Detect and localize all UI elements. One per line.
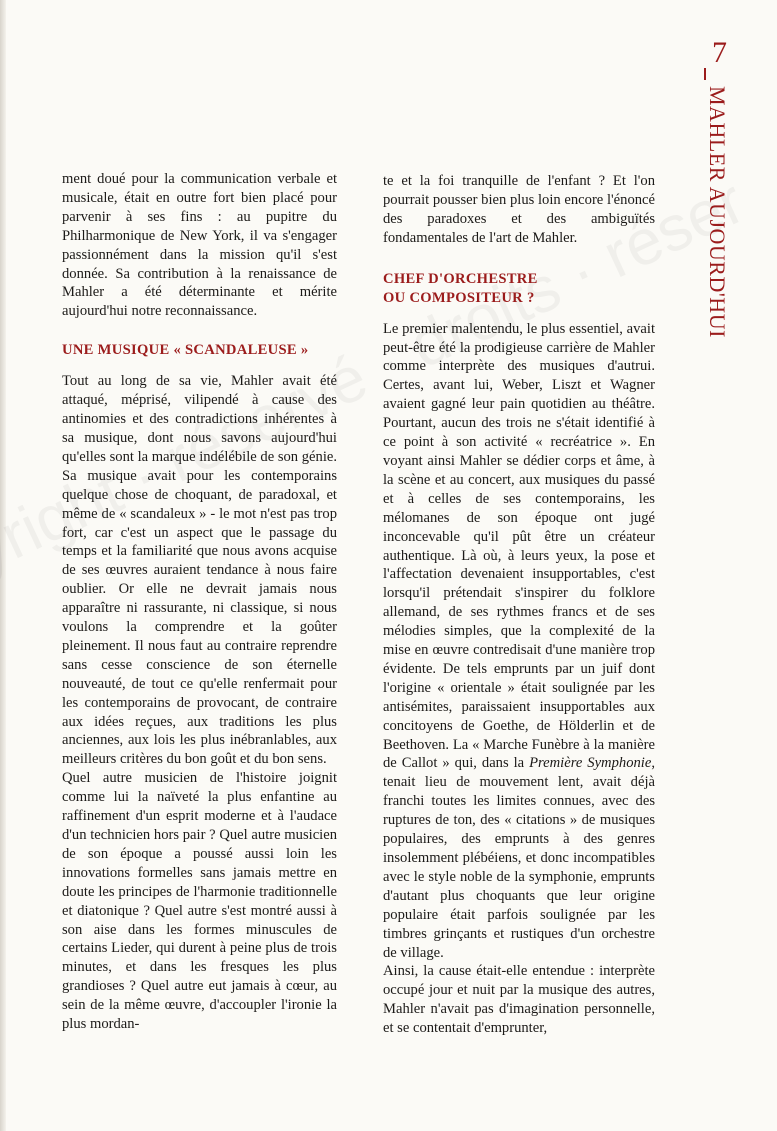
- right-paragraph-2-end: , tenait lieu de mouvement lent, avait déjà franchi toutes les limites connues, avec des ruptures de ton, des « citations » de musiques populaires, des emprunts à des genres insolemment plébéiens, et donc incompatibles avec le style noble de la symphonie, emprunts d'autant plus choquants que leur origine populaire était parfois soulignée par les timbres grinçants et rustiques d'un orchestre de village.: [383, 755, 655, 961]
- right-paragraph-3: Ainsi, la cause était-elle entendue : interprète occupé jour et nuit par la musique des autres, Mahler n'avait pas d'imagination personnelle, et se contentait d'emprunter,: [383, 963, 655, 1037]
- work-title-premiere-symphonie: Première Symphonie: [529, 755, 652, 772]
- section-heading-chef-line-1: CHEF D'ORCHESTRE: [383, 270, 538, 287]
- section-heading-scandaleuse: UNE MUSIQUE « SCANDALEUSE »: [62, 342, 309, 359]
- left-column: [62, 170, 337, 1034]
- left-paragraph-2: Tout au long de sa vie, Mahler avait été attaqué, méprisé, vilipendé à cause des antinomies et des contradictions inhérentes à sa musique, dont nous savons aujourd'hui qu'elles sont la marque indélébile de son génie. Sa musique avait pour les contemporains quelque chose de choquant, de paradoxal, et même de « scandaleux » - le mot n'est pas trop fort, car c'est un aspect que le passage du temps et la familiarité que nous avons acquise de ses œuvres auraient tendance à nous faire oublier. Or elle ne devrait jamais nous apparaître ni rassurante, ni classique, si nous voulons la comprendre et la goûter pleinement. Il nous faut au contraire reprendre sans cesse conscience de son éternelle nouveauté, de tout ce qu'elle renfermait pour les contemporains de provocant, de contraire aux idées reçues, aux traditions les plus anciennes, aux lois les plus inébranlables, aux meilleurs critères du bon goût et du bon sens.: [62, 373, 337, 768]
- section-heading-chef-line-2: OU COMPOSITEUR ?: [383, 289, 535, 306]
- header-rule: [704, 68, 706, 80]
- right-paragraph-1: te et la foi tranquille de l'enfant ? Et l'on pourrait pousser bien plus loin encore l'énoncé des paradoxes et des ambiguïtés fondamentales de l'art de Mahler.: [383, 173, 655, 246]
- running-head: MAHLER AUJOURD'HUI: [705, 86, 730, 338]
- page-number: 7: [712, 36, 727, 69]
- left-paragraph-1: ment doué pour la communication verbale et musicale, était en outre fort bien placé pour parvenir à ses fins : au pupitre du Philharmonique de New York, il va s'engager passionnément dans la mission qu'il s'est donnée. Sa contribution à la renaissance de Mahler a été déterminante et mérite aujourd'hui notre reconnaissance.: [62, 171, 337, 320]
- section-heading-chef: [383, 270, 655, 308]
- left-paragraph-3: Quel autre musicien de l'histoire joignit comme lui la naïveté la plus enfantine au raffinement d'un esprit moderne et à l'audace d'un technicien hors pair ? Quel autre musicien de son époque a poussé aussi loin les innovations formelles sans jamais mettre en doute les principes de l'harmonie traditionnelle et diatonique ? Quel autre s'est montré aussi à son aise dans les formes minuscules de certains Lieder, qui durent à peine plus de trois minutes, et dans les fresques les plus grandioses ? Quel autre eut jamais à cœur, au sein de la même œuvre, d'accoupler l'ironie la plus mordan-: [62, 770, 337, 1033]
- right-paragraph-2: [383, 320, 655, 963]
- right-column: [383, 172, 655, 1038]
- page-edge-shadow: [0, 0, 6, 1131]
- right-paragraph-2-start: Le premier malentendu, le plus essentiel, avait peut-être été la prodigieuse carrière de Mahler comme interprète des musiques d'autrui. Certes, avant lui, Weber, Liszt et Wagner avaient gagné leur pain quotidien au théâtre. Pourtant, aucun des trois ne s'était identifié à ce point à son activité « recréatrice ». En voyant ainsi Mahler se dédier corps et âme, à la scène et au concert, aux musiques du passé et à celles de ses contemporains, les mélomanes de son époque ont jugé inconcevable qu'il pût être un créateur authentique. Là où, à leurs yeux, la pose et l'affectation devenaient insupportables, c'est lorsqu'il prétendait s'inspirer du folklore allemand, de ses rythmes francs et de ses mélodies simples, que la complexité de la mise en œuvre contredisait d'une manière trop évidente. De tels emprunts par un juif dont l'origine « orientale » était soulignée par les antisémites, paraissaient insupportables aux concitoyens de Goethe, de Hölderlin et de Beethoven. La « Marche Funèbre à la manière de Callot » qui, dans la: [383, 320, 655, 772]
